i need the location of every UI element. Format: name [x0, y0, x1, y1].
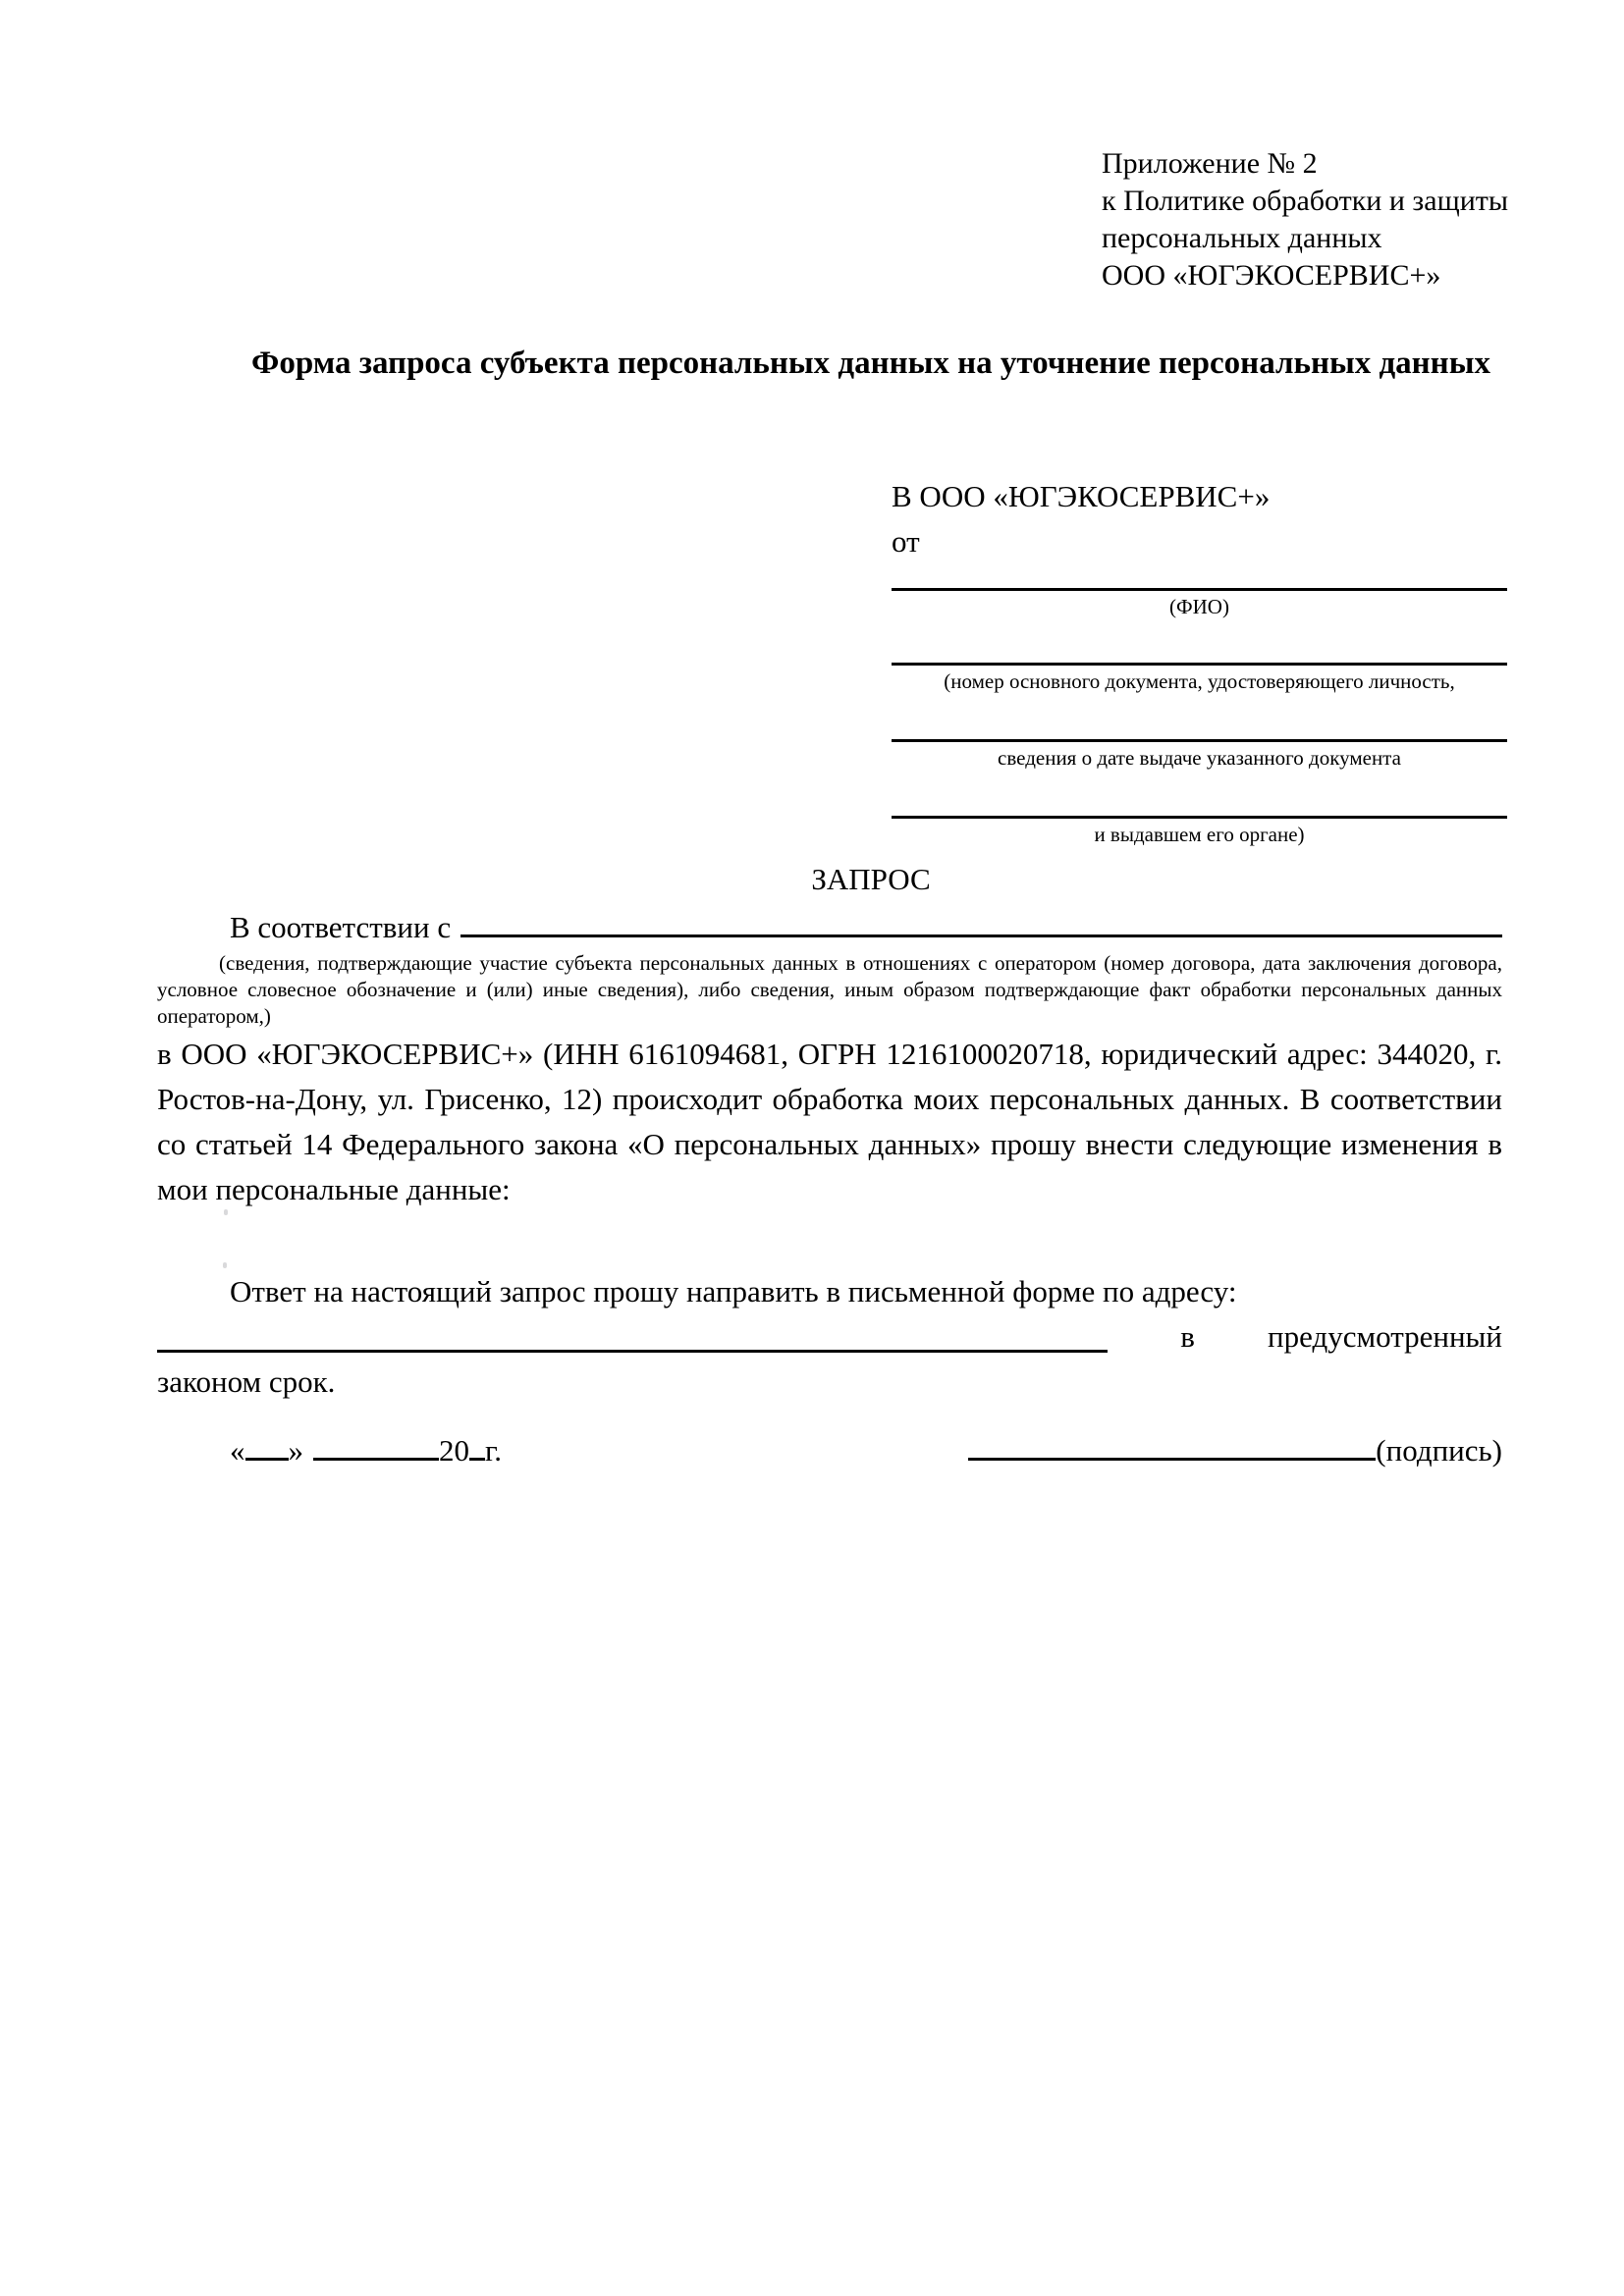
request-heading: ЗАПРОС: [811, 862, 931, 896]
reply-tail: законом срок.: [157, 1364, 336, 1399]
issuing-authority-blank-line: [892, 771, 1507, 819]
issuing-authority-caption: и выдавшем его органе): [1094, 823, 1305, 846]
year-suffix: г.: [485, 1433, 502, 1468]
month-blank-line: [313, 1426, 439, 1461]
intro-footnote: (сведения, подтверждающие участие субъекта персональных данных в отношениях с оператором (номер договора, дата заключения договора, условное словесное обозначение и (или) иные сведения), либо сведения, иным образом подтверждающие факт обработки персональных данных оператором,): [157, 951, 1502, 1028]
date-quote-close: »: [288, 1433, 303, 1468]
reply-sentence: Ответ на настоящий запрос прошу направить в письменной форме по адресу:: [230, 1274, 1237, 1308]
annex-reference: [1102, 145, 1508, 294]
intro-blank-line: [460, 905, 1502, 937]
signature-line: [968, 1426, 1502, 1471]
addressee-block: [892, 478, 1507, 847]
date-line: [157, 1426, 502, 1471]
annex-line: ООО «ЮГЭКОСЕРВИС+»: [1102, 259, 1441, 292]
body-paragraph: в ООО «ЮГЭКОСЕРВИС+» (ИНН 6161094681, ОГРН 1216100020718, юридический адрес: 344020, г. Ростов-на-Дону, ул. Грисенко, 12) происходит обработка моих персональных данных. В соответствии со статьей 14 Федерального закона «О персональных данных» прошу внести следующие изменения в мои персональные данные:: [157, 1037, 1502, 1206]
document-number-caption: (номер основного документа, удостоверяющего личность,: [944, 669, 1455, 693]
annex-line: к Политике обработки и защиты: [1102, 185, 1509, 217]
form-title: Форма запроса субъекта персональных данных на уточнение персональных данных: [251, 346, 1490, 381]
issue-date-caption: сведения о дате выдаче указанного документа: [998, 746, 1401, 770]
signature-blank-line: [968, 1426, 1376, 1461]
intro-line: [157, 905, 1502, 947]
date-quote-open: «: [230, 1433, 245, 1468]
addressee-to: В ООО «ЮГЭКОСЕРВИС+»: [892, 479, 1271, 513]
issue-date-blank-line: [892, 694, 1507, 742]
document-number-field: [892, 619, 1507, 694]
faint-list-mark: [224, 1209, 228, 1215]
reply-word-in: в: [1180, 1319, 1195, 1354]
day-blank-line: [245, 1426, 289, 1461]
document-number-blank-line: [892, 619, 1507, 666]
fio-caption: (ФИО): [1169, 595, 1229, 618]
signature-caption: (подпись): [1376, 1433, 1502, 1468]
address-blank-line: [157, 1316, 1108, 1353]
fio-field: [892, 561, 1507, 619]
reply-paragraph: [157, 1269, 1502, 1405]
addressee-from-label: от: [892, 524, 920, 559]
fio-blank-line: [892, 561, 1507, 591]
issuing-authority-field: [892, 771, 1507, 847]
annex-line: Приложение № 2: [1102, 147, 1318, 180]
intro-prefix: В соответствии с: [230, 910, 452, 944]
reply-word-stipulated: предусмотренный: [1268, 1319, 1502, 1354]
reply-address-line: [157, 1314, 1502, 1360]
date-signature-row: [157, 1426, 1502, 1471]
year-prefix: 20: [439, 1433, 469, 1468]
year-blank-line: [469, 1426, 485, 1461]
issue-date-field: [892, 694, 1507, 771]
annex-line: персональных данных: [1102, 222, 1382, 254]
faint-list-mark: [223, 1262, 227, 1268]
